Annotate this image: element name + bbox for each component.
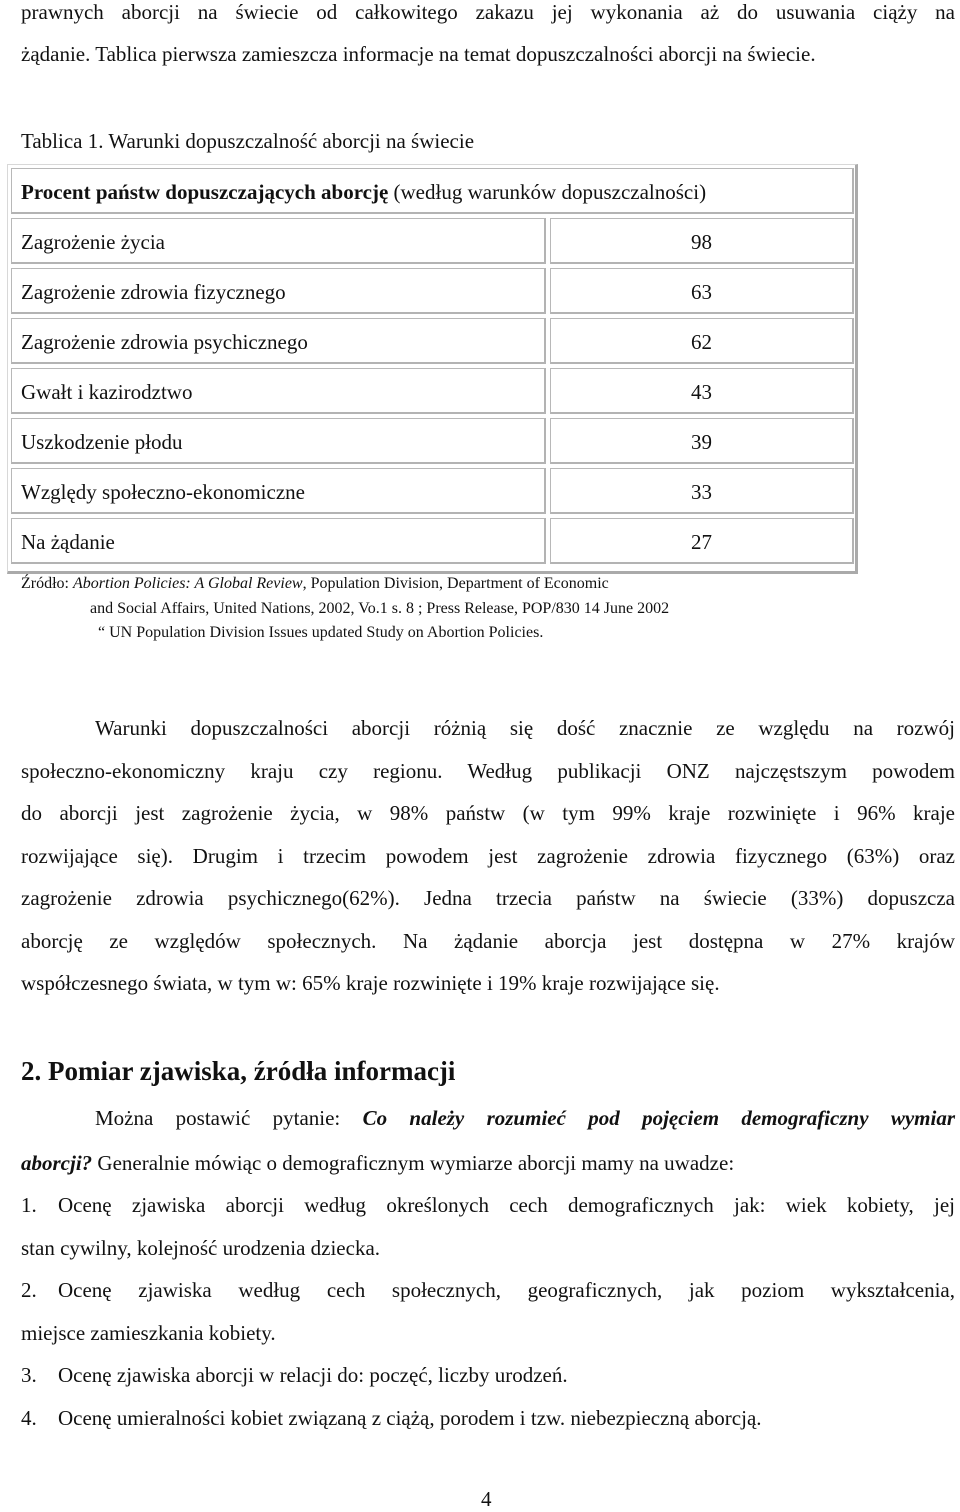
table-row-label: Uszkodzenie płodu — [21, 430, 183, 454]
source-prefix: Źródło: — [21, 575, 73, 592]
table-row-value: 63 — [691, 280, 712, 304]
table-row-value-cell — [550, 218, 854, 264]
table-row-label-cell — [11, 518, 546, 564]
conditions-table — [7, 164, 858, 574]
question-italic-2: aborcji? — [21, 1151, 93, 1175]
table-row-value-cell — [550, 368, 854, 414]
paragraph-1-line-2: społeczno-ekonomiczny kraju czy regionu. Według publikacji ONZ najczęstszym powodem — [21, 759, 955, 783]
table-header-rest: (według warunków dopuszczalności) — [388, 180, 707, 204]
paragraph-1-line-4: rozwijające się). Drugim i trzecim powodem jest zagrożenie zdrowia fizycznego (63%) oraz — [21, 844, 955, 868]
table-row-value-cell — [550, 518, 854, 564]
list-item-2-number: 2. — [21, 1278, 37, 1302]
list-item-3-number: 3. — [21, 1363, 37, 1387]
table-caption: Tablica 1. Warunki dopuszczalność aborcji na świecie — [21, 129, 475, 153]
list-item-2-line-1: Ocenę zjawiska według cech społecznych, geograficznych, jak poziom wykształcenia, — [58, 1278, 955, 1302]
question-line-2 — [21, 1151, 734, 1175]
source-line-3: “ UN Population Division Issues updated Study on Abortion Policies. — [98, 624, 544, 641]
table-row-value: 27 — [691, 530, 712, 554]
table-row-label-cell — [11, 268, 546, 314]
table-row-value: 39 — [691, 430, 712, 454]
page-number: 4 — [481, 1487, 492, 1511]
table-row-value-cell — [550, 318, 854, 364]
table-row-value: 62 — [691, 330, 712, 354]
paragraph-1-line-1: Warunki dopuszczalności aborcji różnią się dość znacznie ze względu na rozwój — [95, 716, 955, 740]
intro-line-1: prawnych aborcji na świecie od całkowitego zakazu jej wykonania aż do usuwania ciąży na — [21, 0, 955, 24]
paragraph-1-line-5: zagrożenie zdrowia psychicznego(62%). Jedna trzecia państw na świecie (33%) dopuszcza — [21, 886, 955, 910]
table-row-label-cell — [11, 418, 546, 464]
table-row-value-cell — [550, 268, 854, 314]
paragraph-1-line-3: do aborcji jest zagrożenie życia, w 98% państw (w tym 99% kraje rozwinięte i 96% kraje — [21, 801, 955, 825]
table-row-value-cell — [550, 468, 854, 514]
table-row-value: 98 — [691, 230, 712, 254]
intro-line-2: żądanie. Tablica pierwsza zamieszcza informacje na temat dopuszczalności aborcji na świecie. — [21, 42, 816, 66]
source-title: Abortion Policies: A Global Review — [73, 575, 303, 592]
table-row-label: Zagrożenie życia — [21, 230, 165, 254]
list-item-4-line-1: Ocenę umieralności kobiet związaną z ciążą, porodem i tzw. niebezpieczną aborcją. — [58, 1406, 762, 1430]
table-row-label-cell — [11, 368, 546, 414]
source-line-1-rest: , Population Division, Department of Economic — [302, 575, 609, 592]
table-row-label-cell — [11, 468, 546, 514]
table-row-label: Na żądanie — [21, 530, 115, 554]
question-italic-1: Co należy rozumieć pod pojęciem demograficzny wymiar — [362, 1106, 956, 1130]
paragraph-1-line-7: współczesnego świata, w tym w: 65% kraje rozwinięte i 19% kraje rozwijające się. — [21, 971, 720, 995]
question-prefix: Można postawić pytanie: — [95, 1106, 363, 1130]
table-row-label: Zagrożenie zdrowia fizycznego — [21, 280, 286, 304]
source-line-1 — [21, 574, 609, 594]
section-heading: 2. Pomiar zjawiska, źródła informacji — [21, 1056, 456, 1086]
list-item-4-number: 4. — [21, 1406, 37, 1430]
question-rest: Generalnie mówiąc o demograficznym wymiarze aborcji mamy na uwadze: — [92, 1151, 735, 1175]
table-row-label: Zagrożenie zdrowia psychicznego — [21, 330, 308, 354]
table-row-label-cell — [11, 318, 546, 364]
list-item-1-line-2: stan cywilny, kolejność urodzenia dziecka. — [21, 1236, 381, 1260]
table-row-value: 43 — [691, 380, 712, 404]
table-row-value: 33 — [691, 480, 712, 504]
table-row-value-cell — [550, 418, 854, 464]
question-line-1 — [95, 1106, 955, 1130]
source-line-2: and Social Affairs, United Nations, 2002, Vo.1 s. 8 ; Press Release, POP/830 14 June 2002 — [90, 600, 670, 617]
list-item-1-line-1: Ocenę zjawiska aborcji według określonych cech demograficznych jak: wiek kobiety, jej — [58, 1193, 955, 1217]
table-header — [11, 168, 854, 214]
list-item-3-line-1: Ocenę zjawiska aborcji w relacji do: poczęć, liczby urodzeń. — [58, 1363, 568, 1387]
table-header-bold: Procent państw dopuszczających aborcję — [21, 180, 389, 204]
list-item-2-line-2: miejsce zamieszkania kobiety. — [21, 1321, 276, 1345]
list-item-1-number: 1. — [21, 1193, 37, 1217]
table-row-label: Względy społeczno-ekonomiczne — [21, 480, 305, 504]
table-row-label: Gwałt i kazirodztwo — [21, 380, 193, 404]
table-row-label-cell — [11, 218, 546, 264]
paragraph-1-line-6: aborcję ze względów społecznych. Na żądanie aborcja jest dostępna w 27% krajów — [21, 929, 955, 953]
